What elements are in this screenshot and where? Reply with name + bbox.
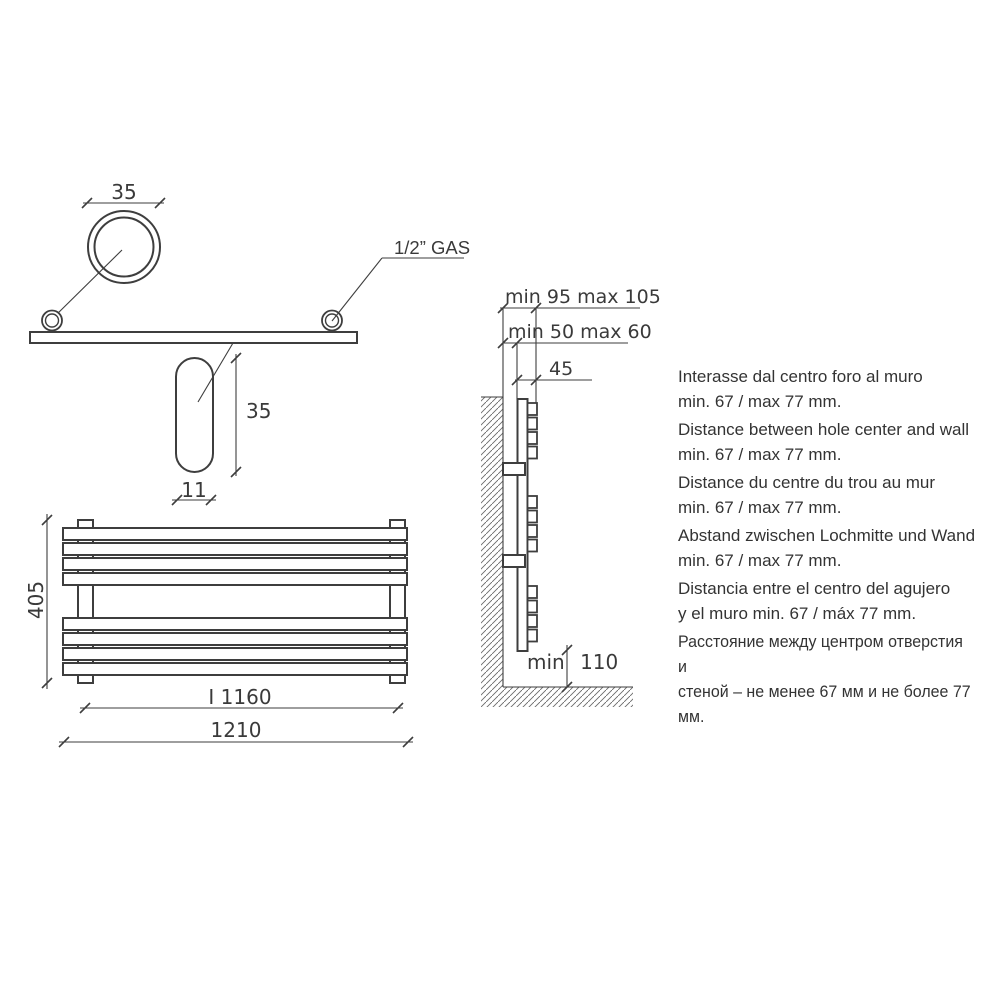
note-line: min. 67 / max 77 mm. [678,392,842,411]
note-german [678,523,990,573]
depth-total-label: min 95 max 105 [505,286,661,308]
installation-notes [678,364,990,732]
note-line: Distancia entre el centro del agujero [678,579,951,598]
hole-to-face-label: 45 [549,358,574,380]
note-line: Distance du centre du trou au mur [678,473,936,492]
note-line: min. 67 / max 77 mm. [678,445,842,464]
slot-height-dimension [231,353,241,477]
note-italian [678,364,990,414]
floor-clearance-label: min 110 [527,650,619,674]
note-line: y el muro min. 67 / máx 77 mm. [678,604,917,623]
note-line: стеной – не менее 67 мм и не более 77 мм. [678,682,971,726]
gas-connection-label: 1/2” GAS [394,237,471,258]
gas-leader-line [332,258,464,321]
tube-leader-line [53,250,122,318]
pipe-fitting-left [42,311,62,331]
side-view-tubes [528,403,538,642]
radiator-height-label: 405 [24,580,48,620]
note-spanish [678,576,990,626]
note-french [678,470,990,520]
front-view-bars [63,528,407,675]
slot-hole [176,358,213,472]
side-view-collector [518,399,528,651]
header-bar [30,332,357,343]
slot-height-label: 35 [246,399,272,423]
note-english [678,417,990,467]
depth-dimensions [498,303,640,403]
note-line: Abstand zwischen Lochmitte und Wand [678,526,976,545]
note-russian [678,629,990,729]
axis-width-label: I 1160 [208,685,272,709]
slot-width-label: 11 [181,478,207,502]
wall-to-hole-label: min 50 max 60 [508,321,652,343]
note-line: Interasse dal centro foro al muro [678,367,923,386]
note-line: min. 67 / max 77 mm. [678,498,842,517]
note-line: Distance between hole center and wall [678,420,970,439]
total-width-label: 1210 [210,718,262,742]
tube-diameter-label: 35 [111,180,137,204]
wall-hatch [481,397,503,707]
note-line: Расстояние между центром отверстия и [678,632,963,676]
floor-hatch [503,687,633,707]
note-line: min. 67 / max 77 mm. [678,551,842,570]
